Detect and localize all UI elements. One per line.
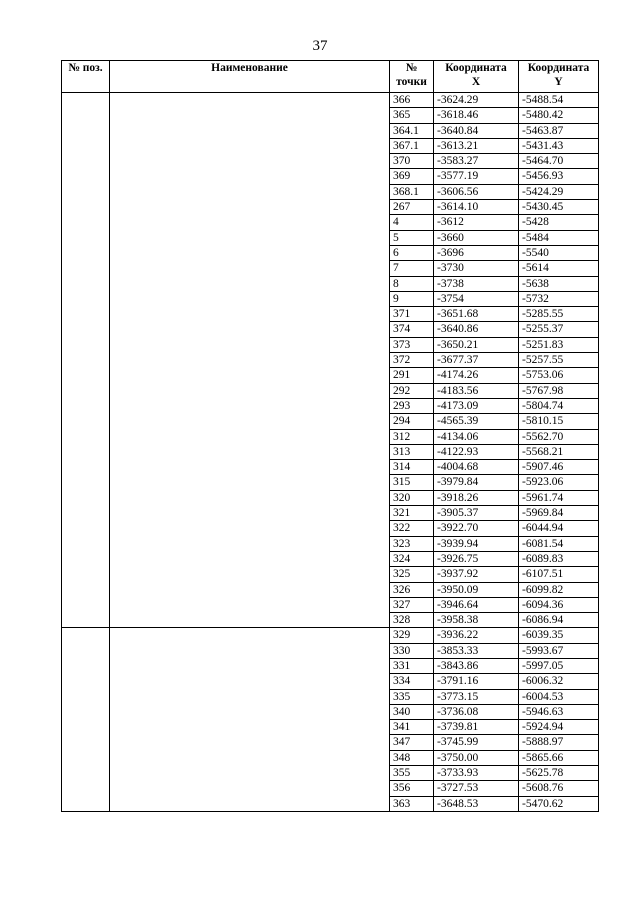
cell-point-number: 321 [390, 506, 434, 521]
cell-point-number: 312 [390, 429, 434, 444]
cell-coord-x: -3660 [434, 230, 519, 245]
cell-point-number: 7 [390, 261, 434, 276]
cell-point-number: 9 [390, 291, 434, 306]
cell-coord-y: -5614 [519, 261, 599, 276]
cell-coord-x: -3624.29 [434, 93, 519, 108]
table-body [62, 93, 599, 812]
cell-coord-x: -3791.16 [434, 674, 519, 689]
cell-coord-x: -3750.00 [434, 750, 519, 765]
cell-coord-y: -5463.87 [519, 123, 599, 138]
coordinates-table [61, 60, 599, 812]
cell-coord-y: -5907.46 [519, 460, 599, 475]
cell-point-number: 369 [390, 169, 434, 184]
cell-coord-y: -5865.66 [519, 750, 599, 765]
cell-coord-x: -3946.64 [434, 597, 519, 612]
cell-coord-y: -5625.78 [519, 766, 599, 781]
cell-coord-x: -3926.75 [434, 551, 519, 566]
cell-point-number: 324 [390, 551, 434, 566]
cell-coord-x: -4174.26 [434, 368, 519, 383]
cell-coord-x: -3618.46 [434, 108, 519, 123]
cell-coord-y: -5810.15 [519, 414, 599, 429]
cell-coord-y: -5997.05 [519, 658, 599, 673]
cell-coord-x: -3651.68 [434, 307, 519, 322]
cell-point-number: 365 [390, 108, 434, 123]
cell-coord-x: -3577.19 [434, 169, 519, 184]
cell-coord-x: -3937.92 [434, 567, 519, 582]
cell-point-number: 267 [390, 200, 434, 215]
cell-point-number: 326 [390, 582, 434, 597]
cell-point-number: 292 [390, 383, 434, 398]
table-row [62, 628, 599, 643]
cell-coord-x: -4004.68 [434, 460, 519, 475]
cell-point-number: 370 [390, 154, 434, 169]
cell-coord-y: -6081.54 [519, 536, 599, 551]
cell-point-number: 355 [390, 766, 434, 781]
cell-coord-y: -5888.97 [519, 735, 599, 750]
cell-point-number: 348 [390, 750, 434, 765]
header-point-number: № точки [390, 61, 434, 93]
cell-coord-x: -3936.22 [434, 628, 519, 643]
cell-coord-x: -3640.84 [434, 123, 519, 138]
cell-point-number: 327 [390, 597, 434, 612]
cell-point-number: 366 [390, 93, 434, 108]
cell-point-number: 322 [390, 521, 434, 536]
cell-coord-x: -3958.38 [434, 613, 519, 628]
cell-coord-x: -3736.08 [434, 704, 519, 719]
cell-point-number: 368.1 [390, 184, 434, 199]
cell-coord-y: -5924.94 [519, 720, 599, 735]
cell-point-number: 5 [390, 230, 434, 245]
cell-coord-x: -3650.21 [434, 337, 519, 352]
cell-coord-x: -3696 [434, 245, 519, 260]
cell-coord-y: -5638 [519, 276, 599, 291]
header-coord-x: Координата X [434, 61, 519, 93]
cell-point-number: 329 [390, 628, 434, 643]
cell-point-number: 4 [390, 215, 434, 230]
cell-point-number: 325 [390, 567, 434, 582]
cell-coord-y: -6107.51 [519, 567, 599, 582]
cell-point-number: 364.1 [390, 123, 434, 138]
cell-point-number: 374 [390, 322, 434, 337]
cell-coord-y: -6089.83 [519, 551, 599, 566]
cell-coord-x: -3733.93 [434, 766, 519, 781]
cell-point-number: 371 [390, 307, 434, 322]
cell-point-number: 356 [390, 781, 434, 796]
cell-coord-y: -5969.84 [519, 506, 599, 521]
table-row [62, 93, 599, 108]
cell-coord-x: -3939.94 [434, 536, 519, 551]
cell-coord-y: -5488.54 [519, 93, 599, 108]
cell-coord-y: -5430.45 [519, 200, 599, 215]
cell-coord-y: -5568.21 [519, 444, 599, 459]
cell-point-number: 341 [390, 720, 434, 735]
cell-coord-y: -5428 [519, 215, 599, 230]
cell-coord-y: -6086.94 [519, 613, 599, 628]
cell-coord-x: -3612 [434, 215, 519, 230]
cell-coord-y: -5484 [519, 230, 599, 245]
header-name: Наименование [110, 61, 390, 93]
cell-point-number: 347 [390, 735, 434, 750]
cell-coord-x: -3677.37 [434, 353, 519, 368]
cell-coord-x: -4173.09 [434, 398, 519, 413]
cell-point-number: 373 [390, 337, 434, 352]
cell-coord-y: -5961.74 [519, 490, 599, 505]
cell-pos [62, 93, 110, 628]
cell-coord-y: -6004.53 [519, 689, 599, 704]
cell-point-number: 331 [390, 658, 434, 673]
cell-point-number: 340 [390, 704, 434, 719]
cell-coord-x: -3922.70 [434, 521, 519, 536]
cell-coord-y: -6044.94 [519, 521, 599, 536]
cell-coord-x: -3640.86 [434, 322, 519, 337]
page-number: 37 [312, 38, 328, 54]
cell-pos [62, 628, 110, 812]
cell-coord-x: -3918.26 [434, 490, 519, 505]
cell-coord-x: -3773.15 [434, 689, 519, 704]
cell-coord-x: -3843.86 [434, 658, 519, 673]
cell-point-number: 334 [390, 674, 434, 689]
cell-coord-x: -3738 [434, 276, 519, 291]
cell-point-number: 323 [390, 536, 434, 551]
cell-coord-x: -4122.93 [434, 444, 519, 459]
cell-coord-y: -5946.63 [519, 704, 599, 719]
cell-coord-x: -3739.81 [434, 720, 519, 735]
cell-coord-y: -5456.93 [519, 169, 599, 184]
cell-point-number: 6 [390, 245, 434, 260]
cell-point-number: 367.1 [390, 138, 434, 153]
cell-point-number: 320 [390, 490, 434, 505]
cell-point-number: 293 [390, 398, 434, 413]
cell-coord-x: -3613.21 [434, 138, 519, 153]
cell-name [110, 628, 390, 812]
cell-point-number: 313 [390, 444, 434, 459]
cell-coord-y: -5480.42 [519, 108, 599, 123]
cell-coord-x: -3727.53 [434, 781, 519, 796]
cell-coord-y: -5608.76 [519, 781, 599, 796]
cell-point-number: 291 [390, 368, 434, 383]
cell-point-number: 294 [390, 414, 434, 429]
cell-coord-y: -5562.70 [519, 429, 599, 444]
header-coord-y: Координата Y [519, 61, 599, 93]
cell-coord-y: -5470.62 [519, 796, 599, 811]
cell-coord-x: -3583.27 [434, 154, 519, 169]
cell-point-number: 335 [390, 689, 434, 704]
cell-coord-y: -5257.55 [519, 353, 599, 368]
cell-coord-y: -5540 [519, 245, 599, 260]
cell-point-number: 363 [390, 796, 434, 811]
cell-point-number: 8 [390, 276, 434, 291]
cell-coord-x: -3745.99 [434, 735, 519, 750]
cell-point-number: 372 [390, 353, 434, 368]
cell-coord-y: -6094.36 [519, 597, 599, 612]
cell-point-number: 328 [390, 613, 434, 628]
table-header-row [62, 61, 599, 93]
cell-coord-y: -5732 [519, 291, 599, 306]
cell-coord-y: -5753.06 [519, 368, 599, 383]
cell-point-number: 330 [390, 643, 434, 658]
cell-coord-y: -5431.43 [519, 138, 599, 153]
cell-coord-x: -3606.56 [434, 184, 519, 199]
cell-coord-y: -5804.74 [519, 398, 599, 413]
cell-coord-y: -5424.29 [519, 184, 599, 199]
cell-coord-y: -5255.37 [519, 322, 599, 337]
cell-coord-x: -3730 [434, 261, 519, 276]
cell-coord-y: -5767.98 [519, 383, 599, 398]
cell-coord-y: -6099.82 [519, 582, 599, 597]
cell-coord-x: -3754 [434, 291, 519, 306]
cell-name [110, 93, 390, 628]
cell-coord-x: -4183.56 [434, 383, 519, 398]
cell-coord-x: -4134.06 [434, 429, 519, 444]
cell-coord-x: -4565.39 [434, 414, 519, 429]
cell-coord-x: -3853.33 [434, 643, 519, 658]
cell-coord-y: -5251.83 [519, 337, 599, 352]
cell-coord-x: -3614.10 [434, 200, 519, 215]
cell-coord-x: -3979.84 [434, 475, 519, 490]
cell-coord-y: -6039.35 [519, 628, 599, 643]
header-pos: № поз. [62, 61, 110, 93]
cell-coord-y: -5285.55 [519, 307, 599, 322]
cell-coord-y: -5993.67 [519, 643, 599, 658]
cell-point-number: 315 [390, 475, 434, 490]
cell-coord-x: -3905.37 [434, 506, 519, 521]
cell-point-number: 314 [390, 460, 434, 475]
cell-coord-y: -5923.06 [519, 475, 599, 490]
cell-coord-y: -6006.32 [519, 674, 599, 689]
cell-coord-x: -3950.09 [434, 582, 519, 597]
cell-coord-x: -3648.53 [434, 796, 519, 811]
cell-coord-y: -5464.70 [519, 154, 599, 169]
